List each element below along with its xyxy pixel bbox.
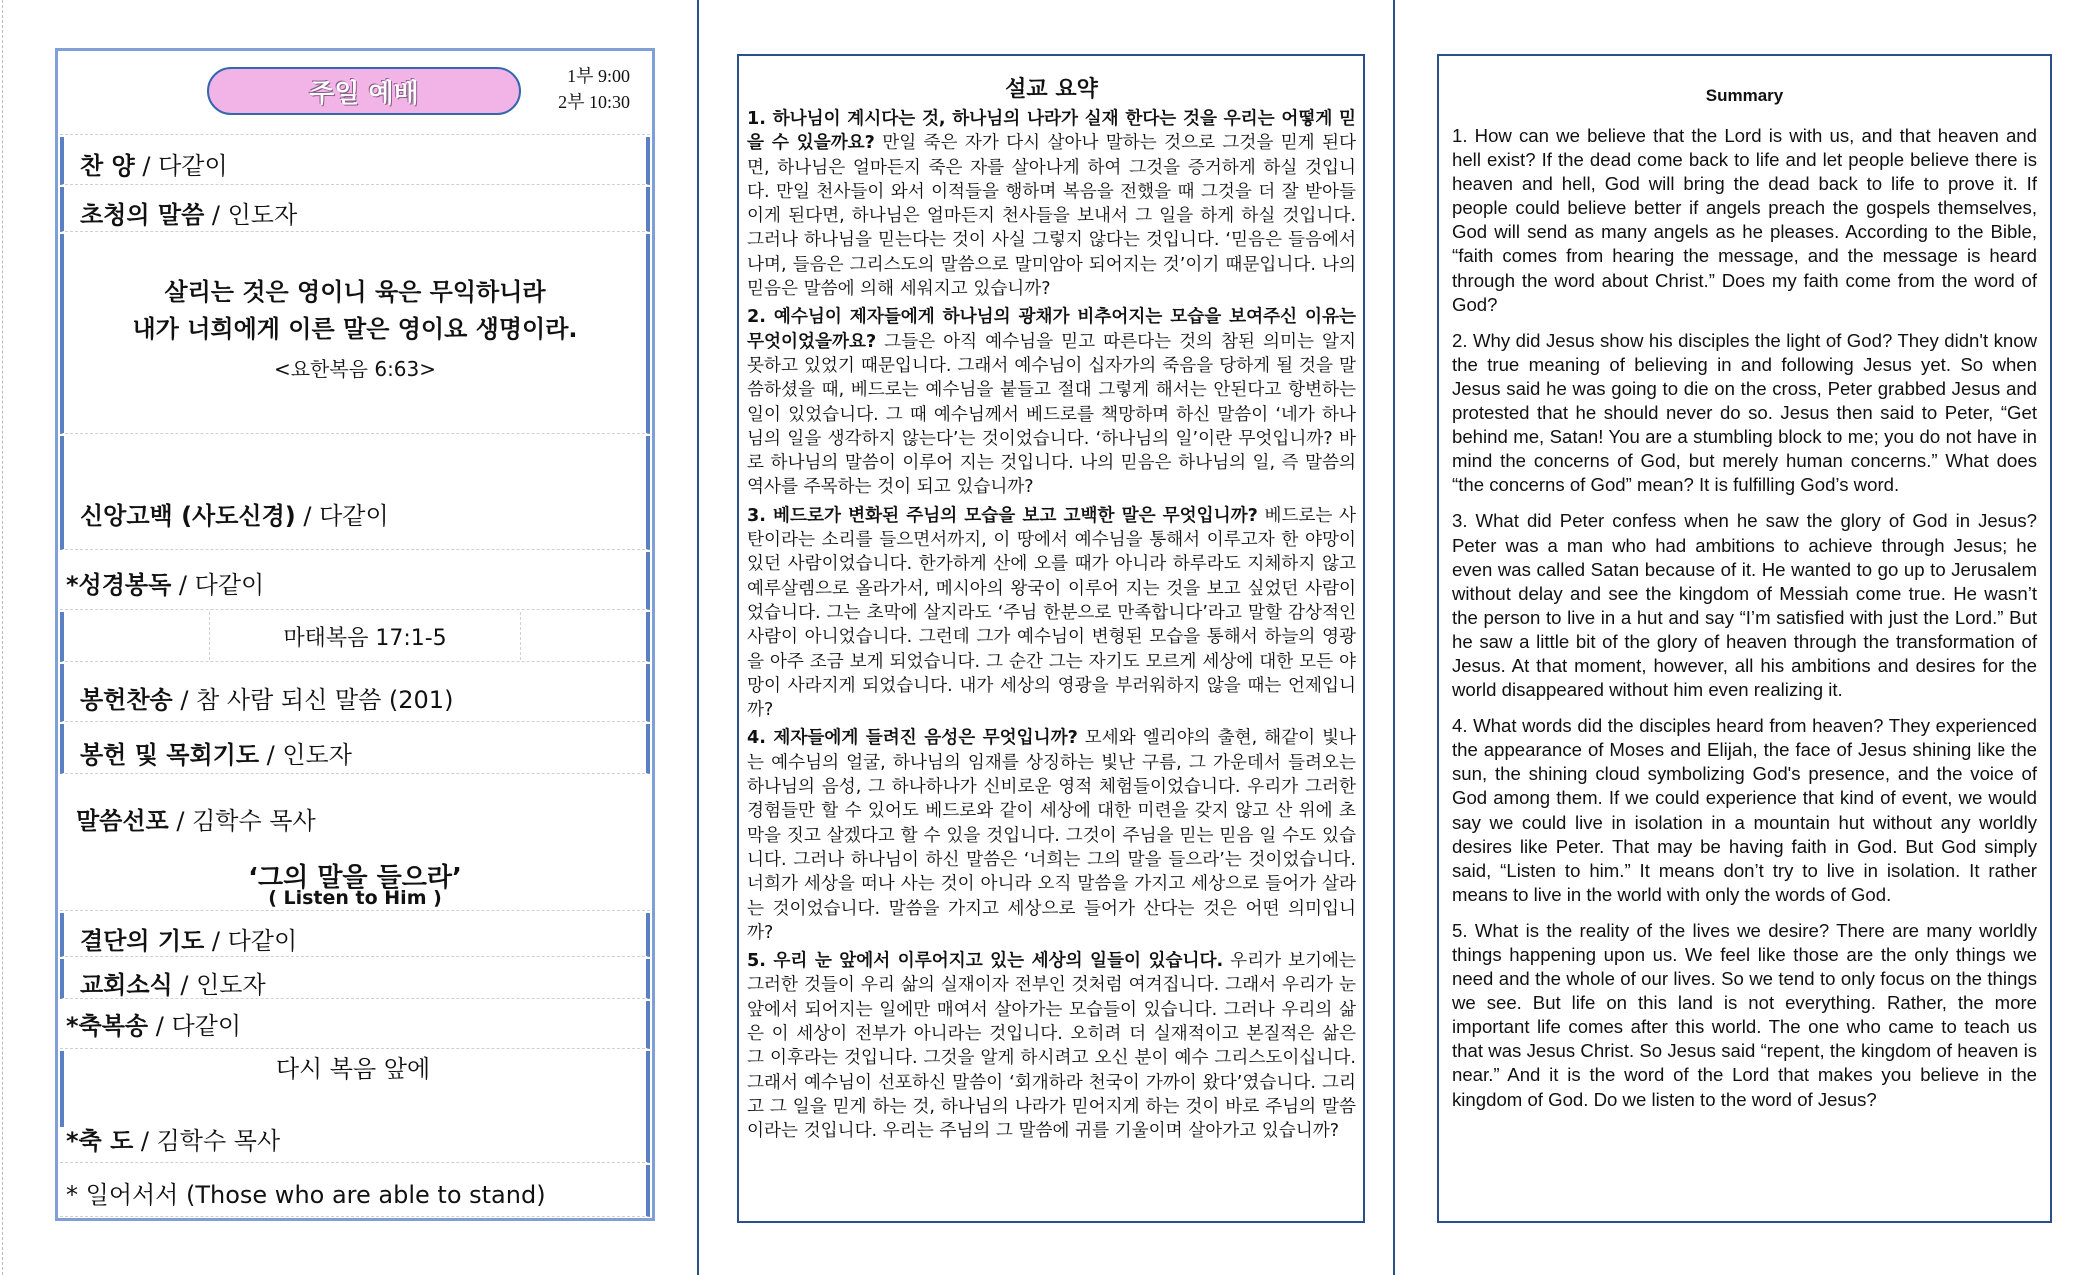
korean-question-2: 2. 예수님이 제자들에게 하나님의 광채가 비추어지는 모습을 보여주신 이유는 무엇이었을까요? xyxy=(747,307,1356,352)
invitation-label: 초청의 말씀 xyxy=(80,201,205,229)
closing-song: 다시 복음 앞에 xyxy=(275,1055,431,1083)
praise-separator: / xyxy=(134,152,159,180)
english-summary-paragraph-3: 3. What did Peter confess when he saw the glory of God in Jesus? Peter was a man who had ambitions to achieve through Jesus; he even was called Satan because of it. He wanted to go up to Jerusalem without delay and see the kingdom of Messiah come true. He wasn’t the person to live in a hut and say “I’m satisfied with just the Lord.” But he saw a little bit of the glory of heaven through the transformation of Jesus. At that moment, however, all his ambitions and desires for the world disappeared without him even realizing it. xyxy=(1452,510,2037,701)
creed-label: 신앙고백 (사도신경) xyxy=(80,502,296,530)
offering-prayer-row xyxy=(60,724,650,774)
worship-title-badge: 주일 예배 xyxy=(207,67,521,115)
worship-header-row xyxy=(60,51,650,135)
offering-hymn-row xyxy=(60,664,650,722)
korean-question-4: 4. 제자들에게 들려진 음성은 무엇입니까? xyxy=(747,728,1078,749)
korean-answer-4: 모세와 엘리야의 출현, 해같이 빛나는 예수님의 얼굴, 하나님의 임재를 상징하는 빛난 구름, 그 가운데서 들려오는 하나님의 음성, 그 하나하나가 신비로운 영적 체험들이었습니다. 우리가 그러한 경험들만 할 수 있어도 베드로와 같이 세상에 대한 미련을 갖지 않고 산 위에 초막을 짓고 살겠다고 할 수 있을 것입니다. 그것이 주님을 믿는 믿음 일 수도 있습니다. 그러나 하나님이 하신 말씀은 ‘너희는 그의 말을 들으라’는 것이었습니다. 너희가 세상을 떠나 사는 것이 아니라 오직 말씀을 가지고 세상으로 들어가 살라는 것이었습니다. 말씀을 가지고 세상으로 들어가 산다는 것은 어떤 의미입니까? xyxy=(747,728,1357,943)
announcements-item xyxy=(80,965,266,1000)
creed-detail: 다같이 xyxy=(319,502,389,530)
korean-summary-item-1 xyxy=(747,107,1356,301)
decision-prayer-separator: / xyxy=(204,927,228,955)
english-summary-paragraph-5: 5. What is the reality of the lives we desire? There are many worldly things happening upon us. We feel like those are the only things we need and the whole of our lives. So we tend to only focus on the things we see. But life on this land is not everything. Rather, the more important life comes after this world. The one who came to teach us that was Jesus Christ. So Jesus said “repent, the kingdom of heaven is near.” And it is the word of the Lord that makes you believe in the kingdom of God. Do we listen to the word of Jesus? xyxy=(1452,919,2037,1110)
offering-prayer-separator: / xyxy=(259,741,283,769)
sermon-detail: 김학수 목사 xyxy=(192,807,316,835)
korean-question-5: 5. 우리 눈 앞에서 이루어지고 있는 세상의 일들이 있습니다. xyxy=(747,951,1224,972)
announcements-separator: / xyxy=(172,971,197,999)
sermon-row xyxy=(60,776,650,911)
offering-prayer-item xyxy=(80,735,352,770)
sermon-title: ‘그의 말을 들으라’ xyxy=(248,863,462,893)
praise-label: 찬 양 xyxy=(80,152,135,180)
praise-detail: 다같이 xyxy=(158,152,228,180)
reading-item xyxy=(66,565,264,600)
invitation-item xyxy=(80,195,297,230)
korean-summary-item-5 xyxy=(747,949,1356,1143)
korean-question-3: 3. 베드로가 변화된 주님의 모습을 보고 고백한 말은 무엇입니까? xyxy=(747,505,1258,526)
sermon-label: 말씀선포 xyxy=(76,807,169,835)
korean-summary-item-4 xyxy=(747,726,1356,945)
offering-hymn-detail: 참 사람 되신 말씀 (201) xyxy=(196,686,454,714)
english-summary-paragraph-1: 1. How can we believe that the Lord is with us, and that heaven and hell exist? If the dead come back to life and let people believe there is heaven and hell, God will bring the dead back to life to prove it. If people could believe better if angels preach the gospels themselves, God will send as many angels as he pleases. According to the Bible, “faith comes from hearing the message, and the message is heard through the word about Christ.” Does my faith come from the word of God? xyxy=(1452,125,2037,315)
service-time-second: 2부 10:30 xyxy=(558,92,630,112)
reading-separator: / xyxy=(171,571,195,599)
creed-item xyxy=(80,496,389,531)
english-sermon-summary xyxy=(1437,54,2052,1223)
blessing-song-item xyxy=(66,1006,241,1041)
announcements-row xyxy=(60,959,650,999)
reading-label: *성경봉독 xyxy=(66,571,172,599)
decision-prayer-item xyxy=(80,921,297,956)
offering-hymn-label: 봉헌찬송 xyxy=(80,686,173,714)
column-divider-right xyxy=(1393,0,1395,1275)
korean-summary-item-2 xyxy=(747,305,1356,499)
korean-question-1: 1. 하나님이 계시다는 것, 하나님의 나라가 실재 한다는 것을 우리는 어떻게 믿을 수 있을까요? xyxy=(747,109,1356,154)
announcements-detail: 인도자 xyxy=(196,971,266,999)
page-edge-dashed xyxy=(2,0,3,1275)
benediction-detail: 김학수 목사 xyxy=(156,1127,281,1155)
column-divider-left xyxy=(697,0,699,1275)
praise-item xyxy=(80,146,228,181)
sermon-item xyxy=(76,801,316,836)
order-of-worship-panel xyxy=(55,48,655,1221)
korean-answer-2: 그들은 아직 예수님을 믿고 따른다는 것의 참된 의미는 알지 못하고 있었기 때문입니다. 그래서 예수님이 십자가의 죽음을 당하게 될 것을 말씀하셨을 때, 베드로는 예수님을 붙들고 절대 그렇게 해서는 안된다고 항변하는 일이 있었습니다. 그 때 예수님께서 베드로를 책망하며 하신 말씀이 ‘네가 하나님의 일을 생각하지 않는다’는 것이었습니다. ‘하나님의 일’이란 무엇입니까? 바로 하나님의 말씀이 이루어 지는 것입니다. 나의 믿음은 하나님의 일, 즉 말씀의 역사를 주목하는 것이 되고 있습니까? xyxy=(747,331,1356,498)
decision-prayer-label: 결단의 기도 xyxy=(80,927,205,955)
benediction-label: *축 도 xyxy=(66,1127,134,1155)
service-times xyxy=(558,63,630,115)
sermon-separator: / xyxy=(168,807,193,835)
reading-passage-row xyxy=(60,612,650,662)
benediction-separator: / xyxy=(133,1127,157,1155)
blessing-song-label: *축복송 xyxy=(66,1012,149,1040)
sermon-subtitle: ( Listen to Him ) xyxy=(268,887,442,909)
blessing-song-separator: / xyxy=(148,1012,172,1040)
invitation-row xyxy=(60,187,650,232)
verse-line-2: 내가 너희에게 이른 말은 영이요 생명이라. xyxy=(132,315,578,343)
reading-detail: 다같이 xyxy=(194,571,265,599)
english-summary-paragraph-2: 2. Why did Jesus show his disciples the light of God? They didn't know the true meaning of believing in and following Jesus yet. So when Jesus said he was going to die on the cross, Peter grabbed Jesus and protested that he should never do so. Jesus then said to Peter, “Get behind me, Satan! You are a stumbling block to me; you do not have in mind the concerns of God, but merely human concerns.” What does “the concerns of God” mean? It is fulfilling God’s word. xyxy=(1452,329,2037,496)
stand-note-row xyxy=(60,1165,650,1217)
offering-prayer-label: 봉헌 및 목회기도 xyxy=(80,741,259,769)
invitation-detail: 인도자 xyxy=(227,201,298,229)
korean-answer-5: 우리가 보기에는 그러한 것들이 우리 삶의 실재이자 전부인 것처럼 여겨집니다. 그래서 우리가 눈 앞에서 되어지는 일에만 매여서 살아가는 모습들이 있습니다. 그러나 우리의 삶은 이 세상이 전부가 아니라는 것입니다. 오히려 더 실재적이고 본질적은 삶은 그 이후라는 것입니다. 그것을 알게 하시려고 오신 분이 예수 그리스도이십니다. 그래서 예수님이 선포하신 말씀이 ‘회개하라 천국이 가까이 왔다’였습니다. 그리고 그 일을 믿게 하는 것, 하나님의 나라가 믿어지게 하는 것이 바로 주님의 말씀이라는 것입니다. 우리는 주님의 그 말씀에 귀를 기울이며 살아가고 있습니까? xyxy=(747,951,1357,1142)
korean-summary-item-3 xyxy=(747,504,1356,723)
english-summary-paragraph-4: 4. What words did the disciples heard from heaven? They experienced the appearance of Moses and Elijah, the face of Jesus shining like the sun, the shining cloud symbolizing God's presence, and the voice of God among them. If we could experience that kind of event, we would say we could live in isolation in a mountain hut without any worldly desires like Peter. That may be having faith in God. But God simply said, “Listen to him.” It means don’t try to live in isolation. It rather means to live in the world with only the words of God. xyxy=(1452,715,2037,905)
offering-hymn-item xyxy=(80,680,453,715)
korean-summary-heading: 설교 요약 xyxy=(1005,77,1098,102)
verse-reference: <요한복음 6:63> xyxy=(273,357,437,381)
praise-row xyxy=(60,137,650,185)
service-time-first: 1부 9:00 xyxy=(567,66,630,86)
verse-row xyxy=(60,234,650,434)
creed-separator: / xyxy=(295,502,320,530)
reading-passage: 마태복음 17:1-5 xyxy=(209,612,521,660)
korean-sermon-summary xyxy=(737,54,1365,1223)
creed-row xyxy=(60,436,650,550)
verse-line-1: 살리는 것은 영이니 육은 무익하니라 xyxy=(164,278,546,306)
benediction-row xyxy=(60,1113,650,1163)
decision-prayer-detail: 다같이 xyxy=(227,927,298,955)
announcements-label: 교회소식 xyxy=(80,971,173,999)
invitation-separator: / xyxy=(204,201,228,229)
english-summary-heading: Summary xyxy=(1705,86,1784,105)
blessing-song-row xyxy=(60,1001,650,1083)
offering-hymn-separator: / xyxy=(172,686,197,714)
reading-row xyxy=(60,552,650,610)
decision-prayer-row xyxy=(60,913,650,957)
korean-answer-1: 만일 죽은 자가 다시 살아나 말하는 것으로 그것을 믿게 된다면, 하나님은 얼마든지 죽은 자를 살아나게 하여 그것을 증거하게 하실 것입니다. 만일 천사들이 와서 이적들을 행하며 복음을 전했을 때 그것을 더 잘 받아들이게 된다면, 하나님은 얼마든지 천사들을 보내서 그 일을 하게 하실 것입니다. 그러나 하나님을 믿는다는 것이 사실 그렇지 않다는 것입니다. ‘믿음은 들음에서 나며, 들음은 그리스도의 말씀으로 말미암아 되어지는 것’이기 때문입니다. 나의 믿음은 말씀에 의해 세워지고 있습니까? xyxy=(747,133,1356,300)
stand-note: * 일어서서 (Those who are able to stand) xyxy=(66,1181,546,1209)
korean-answer-3: 베드로는 사탄이라는 소리를 들으면서까지, 이 땅에서 예수님을 통해서 이루고자 한 야망이 있던 사람이었습니다. 한가하게 산에 오를 때가 아니라 하루라도 지체하지 않고 예루살렘으로 올라가서, 메시아의 왕국이 이루어 지는 것을 보고 싶었던 사람이었습니다. 그는 초막에 살지라도 ‘주님 한분으로 만족합니다’라고 말할 감상적인 사람이 아니었습니다. 그런데 그가 예수님이 변형된 모습을 통해서 하늘의 영광을 아주 조금 보게 되었습니다. 그 순간 그는 자기도 모르게 세상에 대한 모든 야망이 사라지게 되었습니다. 내가 세상의 영광을 부러워하지 않을 때는 언제입니까? xyxy=(747,505,1356,721)
offering-prayer-detail: 인도자 xyxy=(282,741,352,769)
blessing-song-detail: 다같이 xyxy=(171,1012,242,1040)
benediction-item xyxy=(66,1121,280,1156)
